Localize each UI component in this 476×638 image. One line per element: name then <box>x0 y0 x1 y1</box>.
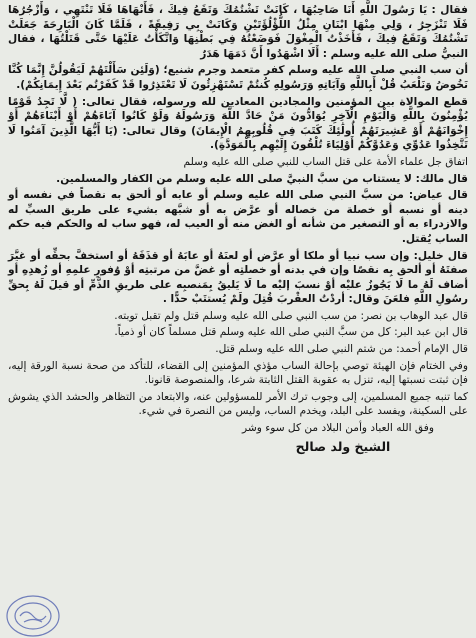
paragraph-appeal: كما تنبه جميع المسلمين، إلى وجوب ترك الأمر للمسؤولين عنه، والابتعاد من التظاهر والحشد الذي يشوش على السكينة، ويفسد على البلد، ويخدم الساب، وليس من النصرة في شيء. <box>8 390 468 418</box>
paragraph-ahmad: قال الإمام أحمد: من شتم النبي صلى الله عليه وسلم قتل. <box>215 343 468 356</box>
paragraph-hadith: فقال : يَا رَسُولَ اللَّهِ أَنَا صَاحِبُهَا ، كَانَتْ تَشْتُمُكَ وَتَقَعُ فِيكَ ، فَأَنْهَاهَا فَلَا تَنْتَهِي ، وَأَزْجُرُهَا فَلَا تَنْزَجِرُ ، وَلِي مِنْهَا ابْنَانِ مِثْلُ اللُّؤْلُؤَتَيْنِ وَكَانَتْ بِي رَفِيقَةً ، فَلَمَّا كَانَ الْبَارِحَةَ جَعَلَتْ تَشْتُمُكَ وَتَقَعُ فِيكَ ، فَأَخَذْتُ الْمِغْوَلَ فَوَضَعْتُهُ فِي بَطْنِهَا وَاتَّكَأْتُ عَلَيْهَا حَتَّى قَتَلْتُهَا ، فقال النبيُّ صلى الله عليه وسلم : أَلَا اشْهَدُوا أَنَّ دَمَهَا هَدَرٌ <box>8 4 468 60</box>
stamp-scribble <box>20 612 46 620</box>
official-stamp-icon <box>4 590 62 638</box>
paragraph-ibn-abdulbarr: قال ابن عبد البر: كل من سبَّ النبي صلى الله عليه وسلم قتل مسلماً كان أو ذمياً. <box>114 326 468 339</box>
paragraph-scholars-consensus: اتفاق جل علماء الأمة على قتل الساب للنبي صلى الله عليه وسلم <box>183 155 468 168</box>
paragraph-allegiance: قطع الموالاة بين المؤمنين والمجادين المعادين لله ورسوله، فقال تعالى: ( لَّا تَجِدُ قَوْمًا يُؤْمِنُونَ بِاللَّهِ وَالْيَوْمِ الْآخِرِ يُوَادُّونَ مَنْ حَادَّ اللَّهَ وَرَسُولَهُ وَلَوْ كَانُوا آبَاءَهُمْ أَوْ أَبْنَاءَهُمْ أَوْ إِخْوَانَهُمْ أَوْ عَشِيرَتَهُمْ أُولَٰئِكَ كَتَبَ فِي قُلُوبِهِمُ الْإِيمَانَ) وقال تعالى: (يَا أَيُّهَا الَّذِينَ آمَنُوا لَا تَتَّخِذُوا عَدُوِّي وَعَدُوَّكُمْ أَوْلِيَاءَ تُلْقُونَ إِلَيْهِم بِالْمَوَدَّةِ). <box>8 95 468 152</box>
paragraph-iyad: قال عياض: من سبَّ النبي صلى الله عليه وسلم أو عابه أو ألحق به نقصاً في نفسه أو دينه أو نسبه أو خصلة من خصاله أو عرَّض به أو شبَّهه بشيء على طريق السبِّ له والازدراء به أو التصغير من شأنه أو الغض منه أو العيب له، فهو ساب له والحكم فيه حكم الساب يُقتل. <box>8 189 468 245</box>
paragraph-khalil: قال خليل: وإن سب نبيا أو ملكا أو عرَّض أو لعنَهُ أو عابَهُ أو قذَفَهُ أو استخفَّ بحقِّه أو غيَّرَ صفتَهُ أو ألحق بِه نقصًا وإن في بدنه أو خصلتِه أو غضَّ من مرتبتِه أوْ وُفورِ علمِهِ أو زُهدِهِ أو أضاف لَهُ ما لَا يَجُوزُ عليْه أوْ نسبَ إليْه ما لَا يَليقُ بِمَنصبِه على طريقِ الذَّمِّ أو قيلَ لَهُ بِحقِّ رسُولِ اللَّهِ فلعَنَ وقال: أردْتُ العقْربَ قُتِلَ ولَمْ يُستتَبْ حدًّا . <box>8 249 468 306</box>
signature: الشيخ ولد صالح <box>295 439 391 455</box>
paragraph-conclusion: وفي الختام فإن الهيئة توصي بإحالة الساب مؤذي المؤمنين إلى القضاء، للتأكد من صحة نسبة الورقة إليه، فإن ثبتت نسبتها إليه، تنزل به عقوبة القتل الثابتة شرعا، والمنصوصة قانونا. <box>8 359 468 387</box>
paragraph-blasphemy-kufr: أن سب النبي صلى الله عليه وسلم كفر متعمد وجرم شنيع؛ (وَلَئِن سَأَلْتَهُمْ لَيَقُولُنَّ إِنَّمَا كُنَّا نَخُوضُ وَنَلْعَبُ قُلْ أَبِاللَّهِ وَآيَاتِهِ وَرَسُولِهِ كُنتُمْ تَسْتَهْزِئُونَ لَا تَعْتَذِرُوا قَدْ كَفَرْتُم بَعْدَ إِيمَانِكُمْ). <box>8 64 468 91</box>
paragraph-abdulwahhab: قال عبد الوهاب بن نصر: من سب النبي صلى الله عليه وسلم قتل ولم تقبل توبته. <box>114 309 468 322</box>
closing-prayer: وفق الله العباد وأمن البلاد من كل سوء وشر <box>242 422 434 435</box>
paragraph-malik: قال مالك: لا يستتاب من سبَّ النبيَّ صلى الله عليه وسلم من الكفار والمسلمين. <box>56 172 468 185</box>
